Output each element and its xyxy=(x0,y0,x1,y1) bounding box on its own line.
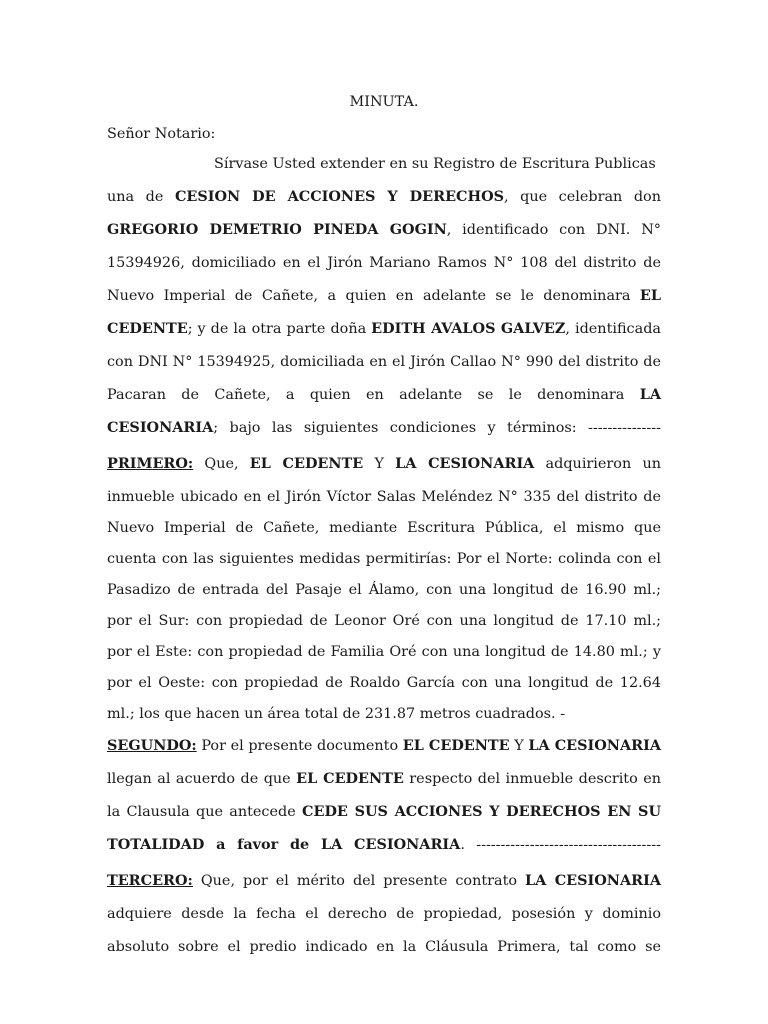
clause-line: por el Sur: con propiedad de Leonor Oré con una longitud de 17.10 ml.; xyxy=(107,613,661,629)
clause-line: la Clausula que antecede CEDE SUS ACCIONES Y DERECHOS EN SU xyxy=(107,803,661,820)
intro-paragraph xyxy=(107,154,661,451)
intro-line: CEDENTE; y de la otra parte doña EDITH AVALOS GALVEZ, identificada xyxy=(107,320,661,337)
intro-line: GREGORIO DEMETRIO PINEDA GOGIN, identificado con DNI. N° xyxy=(107,221,662,238)
clause-line: TERCERO: Que, por el mérito del presente contrato LA CESIONARIA xyxy=(107,872,661,889)
clause-line: absoluto sobre el predio indicado en la Cláusula Primera, tal como se xyxy=(107,939,661,955)
intro-line: Sírvase Usted extender en su Registro de Escritura Publicas xyxy=(214,156,656,172)
intro-line: CESIONARIA; bajo las siguientes condiciones y términos: --------------- xyxy=(107,419,661,436)
intro-line: una de CESION DE ACCIONES Y DERECHOS, que celebran don xyxy=(107,188,661,205)
salutation: Señor Notario: xyxy=(107,126,216,142)
clause-heading: SEGUNDO: xyxy=(107,737,197,754)
clause-heading: PRIMERO: xyxy=(107,455,194,472)
clause-line: Nuevo Imperial de Cañete, mediante Escritura Pública, el mismo que xyxy=(107,520,661,536)
clause-line: por el Este: con propiedad de Familia Oré con una longitud de 14.80 ml.; y xyxy=(107,644,661,660)
intro-line: con DNI N° 15394925, domiciliada en el Jirón Callao N° 990 del distrito de xyxy=(107,354,661,370)
intro-line: Pacaran de Cañete, a quien en adelante se le denominara LA xyxy=(107,386,661,403)
clause-line: llegan al acuerdo de que EL CEDENTE respecto del inmueble descrito en xyxy=(107,770,661,787)
document-title: MINUTA. xyxy=(349,94,419,110)
intro-line: Nuevo Imperial de Cañete, a quien en adelante se le denominara EL xyxy=(107,287,661,304)
clause-line: inmueble ubicado en el Jirón Víctor Salas Meléndez N° 335 del distrito de xyxy=(107,489,661,505)
clause-line: cuenta con las siguientes medidas permitirías: Por el Norte: colinda con el xyxy=(107,551,661,567)
intro-line: 15394926, domiciliado en el Jirón Mariano Ramos N° 108 del distrito de xyxy=(107,255,661,271)
clause-tercero xyxy=(107,871,661,970)
clause-segundo xyxy=(107,736,661,868)
clause-line: SEGUNDO: Por el presente documento EL CEDENTE Y LA CESIONARIA xyxy=(107,737,661,754)
clause-line: Pasadizo de entrada del Pasaje el Álamo, con una longitud de 16.90 ml.; xyxy=(107,582,661,598)
clause-line: PRIMERO: Que, EL CEDENTE Y LA CESIONARIA adquirieron un xyxy=(107,455,661,472)
clause-line: ml.; los que hacen un área total de 231.87 metros cuadrados. - xyxy=(107,706,566,722)
clause-line: TOTALIDAD a favor de LA CESIONARIA. -------------------------------------- xyxy=(107,836,661,853)
clause-heading: TERCERO: xyxy=(107,872,193,889)
clause-line: por el Oeste: con propiedad de Roaldo García con una longitud de 12.64 xyxy=(107,675,661,691)
clause-line: adquiere desde la fecha el derecho de propiedad, posesión y dominio xyxy=(107,906,661,922)
clause-primero xyxy=(107,454,661,735)
